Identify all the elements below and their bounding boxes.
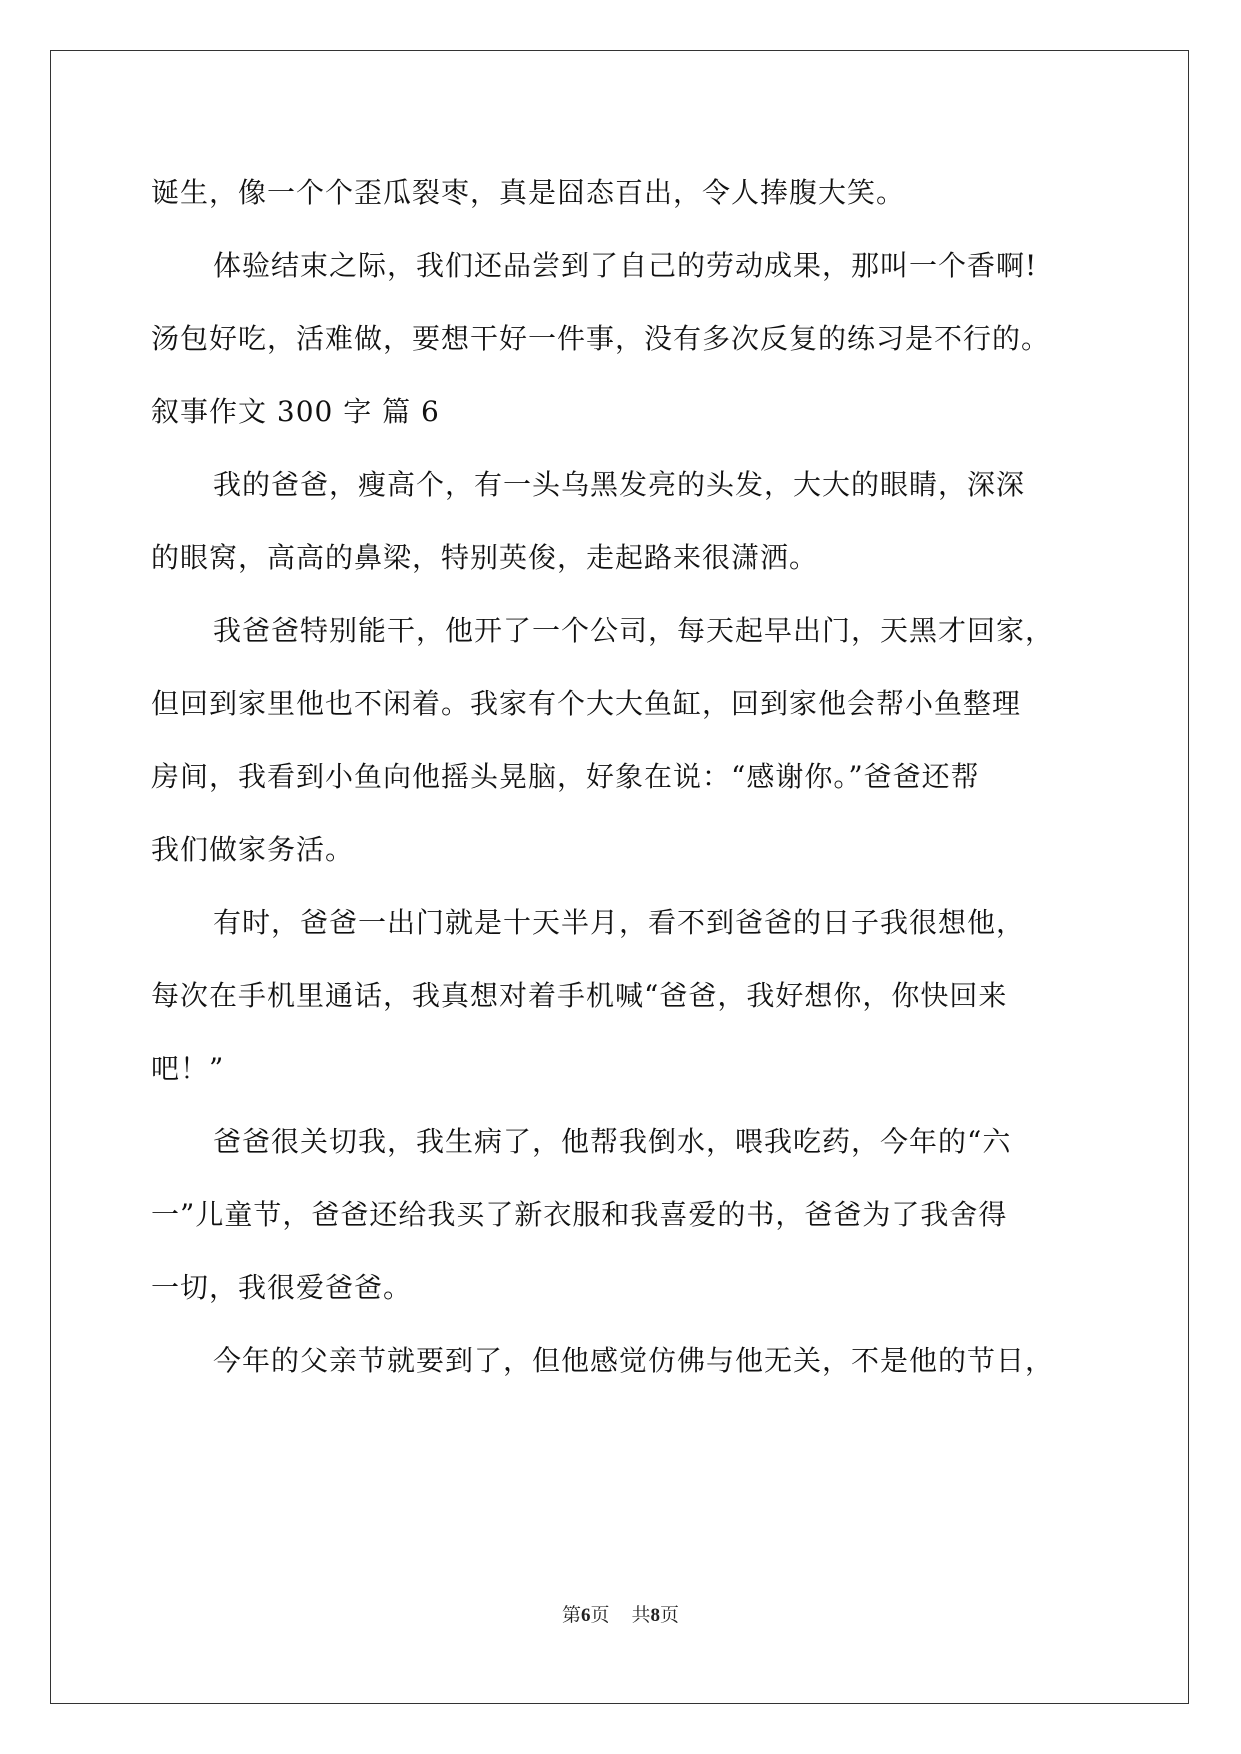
text-line: 我们做家务活。	[151, 833, 355, 866]
text-line: 每次在手机里通话，我真想对着手机喊“爸爸，我好想你，你快回来	[151, 979, 1008, 1012]
text-line: 吧！”	[151, 1052, 225, 1085]
text-line: 爸爸很关切我，我生病了，他帮我倒水，喂我吃药，今年的“六	[213, 1125, 1012, 1158]
text-line: 有时，爸爸一出门就是十天半月，看不到爸爸的日子我很想他，	[213, 906, 1026, 939]
text-line: 我的爸爸，瘦高个，有一头乌黑发亮的头发，大大的眼睛，深深	[213, 468, 1026, 501]
page-prefix: 第	[561, 1604, 581, 1626]
text-line: 房间，我看到小鱼向他摇头晃脑，好象在说：“感谢你。”爸爸还帮	[151, 760, 980, 793]
text-line: 体验结束之际，我们还品尝到了自己的劳动成果，那叫一个香啊!	[213, 249, 1038, 282]
text-line: 一”儿童节，爸爸还给我买了新衣服和我喜爱的书，爸爸为了我舍得	[151, 1198, 1008, 1231]
text-line: 诞生，像一个个歪瓜裂枣，真是囧态百出，令人捧腹大笑。	[151, 176, 906, 209]
text-line: 今年的父亲节就要到了，但他感觉仿佛与他无关，不是他的节日，	[213, 1344, 1055, 1377]
text-line: 我爸爸特别能干，他开了一个公司，每天起早出门，天黑才回家，	[213, 614, 1055, 647]
document-body	[151, 156, 1101, 1397]
text-line: 一切，我很爱爸爸。	[151, 1271, 413, 1304]
text-line: 的眼窝，高高的鼻梁，特别英俊，走起路来很潇洒。	[151, 541, 819, 574]
page-total: 8	[650, 1605, 661, 1626]
text-line: 但回到家里他也不闲着。我家有个大大鱼缸，回到家他会帮小鱼整理	[151, 687, 1022, 720]
total-prefix: 共	[631, 1604, 651, 1626]
section-heading: 叙事作文 300 字 篇 6	[151, 395, 440, 428]
page-suffix: 页	[590, 1604, 610, 1626]
page-current: 6	[580, 1605, 591, 1626]
page-footer	[0, 1600, 1241, 1627]
text-line: 汤包好吃，活难做，要想干好一件事，没有多次反复的练习是不行的。	[151, 322, 1051, 355]
total-suffix: 页	[660, 1604, 680, 1626]
